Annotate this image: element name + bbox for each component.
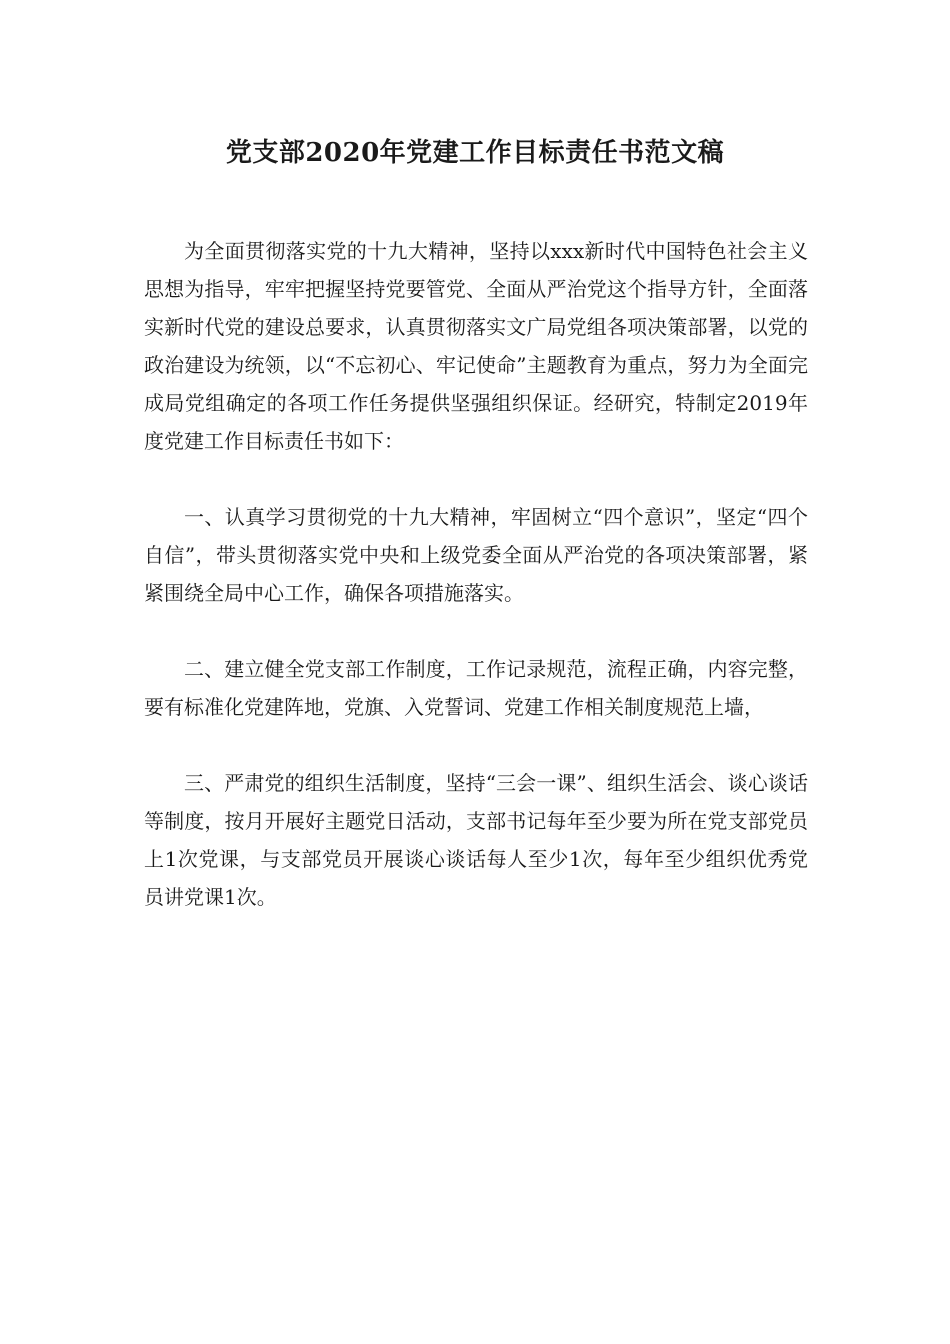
document-title: 党支部2020年党建工作目标责任书范文稿 bbox=[225, 138, 725, 168]
document-body bbox=[144, 232, 808, 916]
section-one-paragraph: 一、认真学习贯彻党的十九大精神，牢固树立“四个意识”，坚定“四个自信”，带头贯彻落实党中央和上级党委全面从严治党的各项决策部署，紧紧围绕全局中心工作，确保各项措施落实。 bbox=[144, 505, 808, 605]
intro-paragraph: 为全面贯彻落实党的十九大精神，坚持以xxx新时代中国特色社会主义思想为指导，牢牢把握坚持党要管党、全面从严治党这个指导方针，全面落实新时代党的建设总要求，认真贯彻落实文广局党组各项决策部署，以党的政治建设为统领，以“不忘初心、牢记使命”主题教育为重点，努力为全面完成局党组确定的各项工作任务提供坚强组织保证。经研究，特制定2019年度党建工作目标责任书如下： bbox=[144, 239, 808, 453]
section-two-paragraph: 二、建立健全党支部工作制度，工作记录规范，流程正确，内容完整，要有标准化党建阵地，党旗、入党誓词、党建工作相关制度规范上墙， bbox=[144, 657, 808, 719]
section-three-paragraph: 三、严肃党的组织生活制度，坚持“三会一课”、组织生活会、谈心谈话等制度，按月开展好主题党日活动，支部书记每年至少要为所在党支部党员上1次党课，与支部党员开展谈心谈话每人至少1次，每年至少组织优秀党员讲党课1次。 bbox=[144, 771, 808, 909]
